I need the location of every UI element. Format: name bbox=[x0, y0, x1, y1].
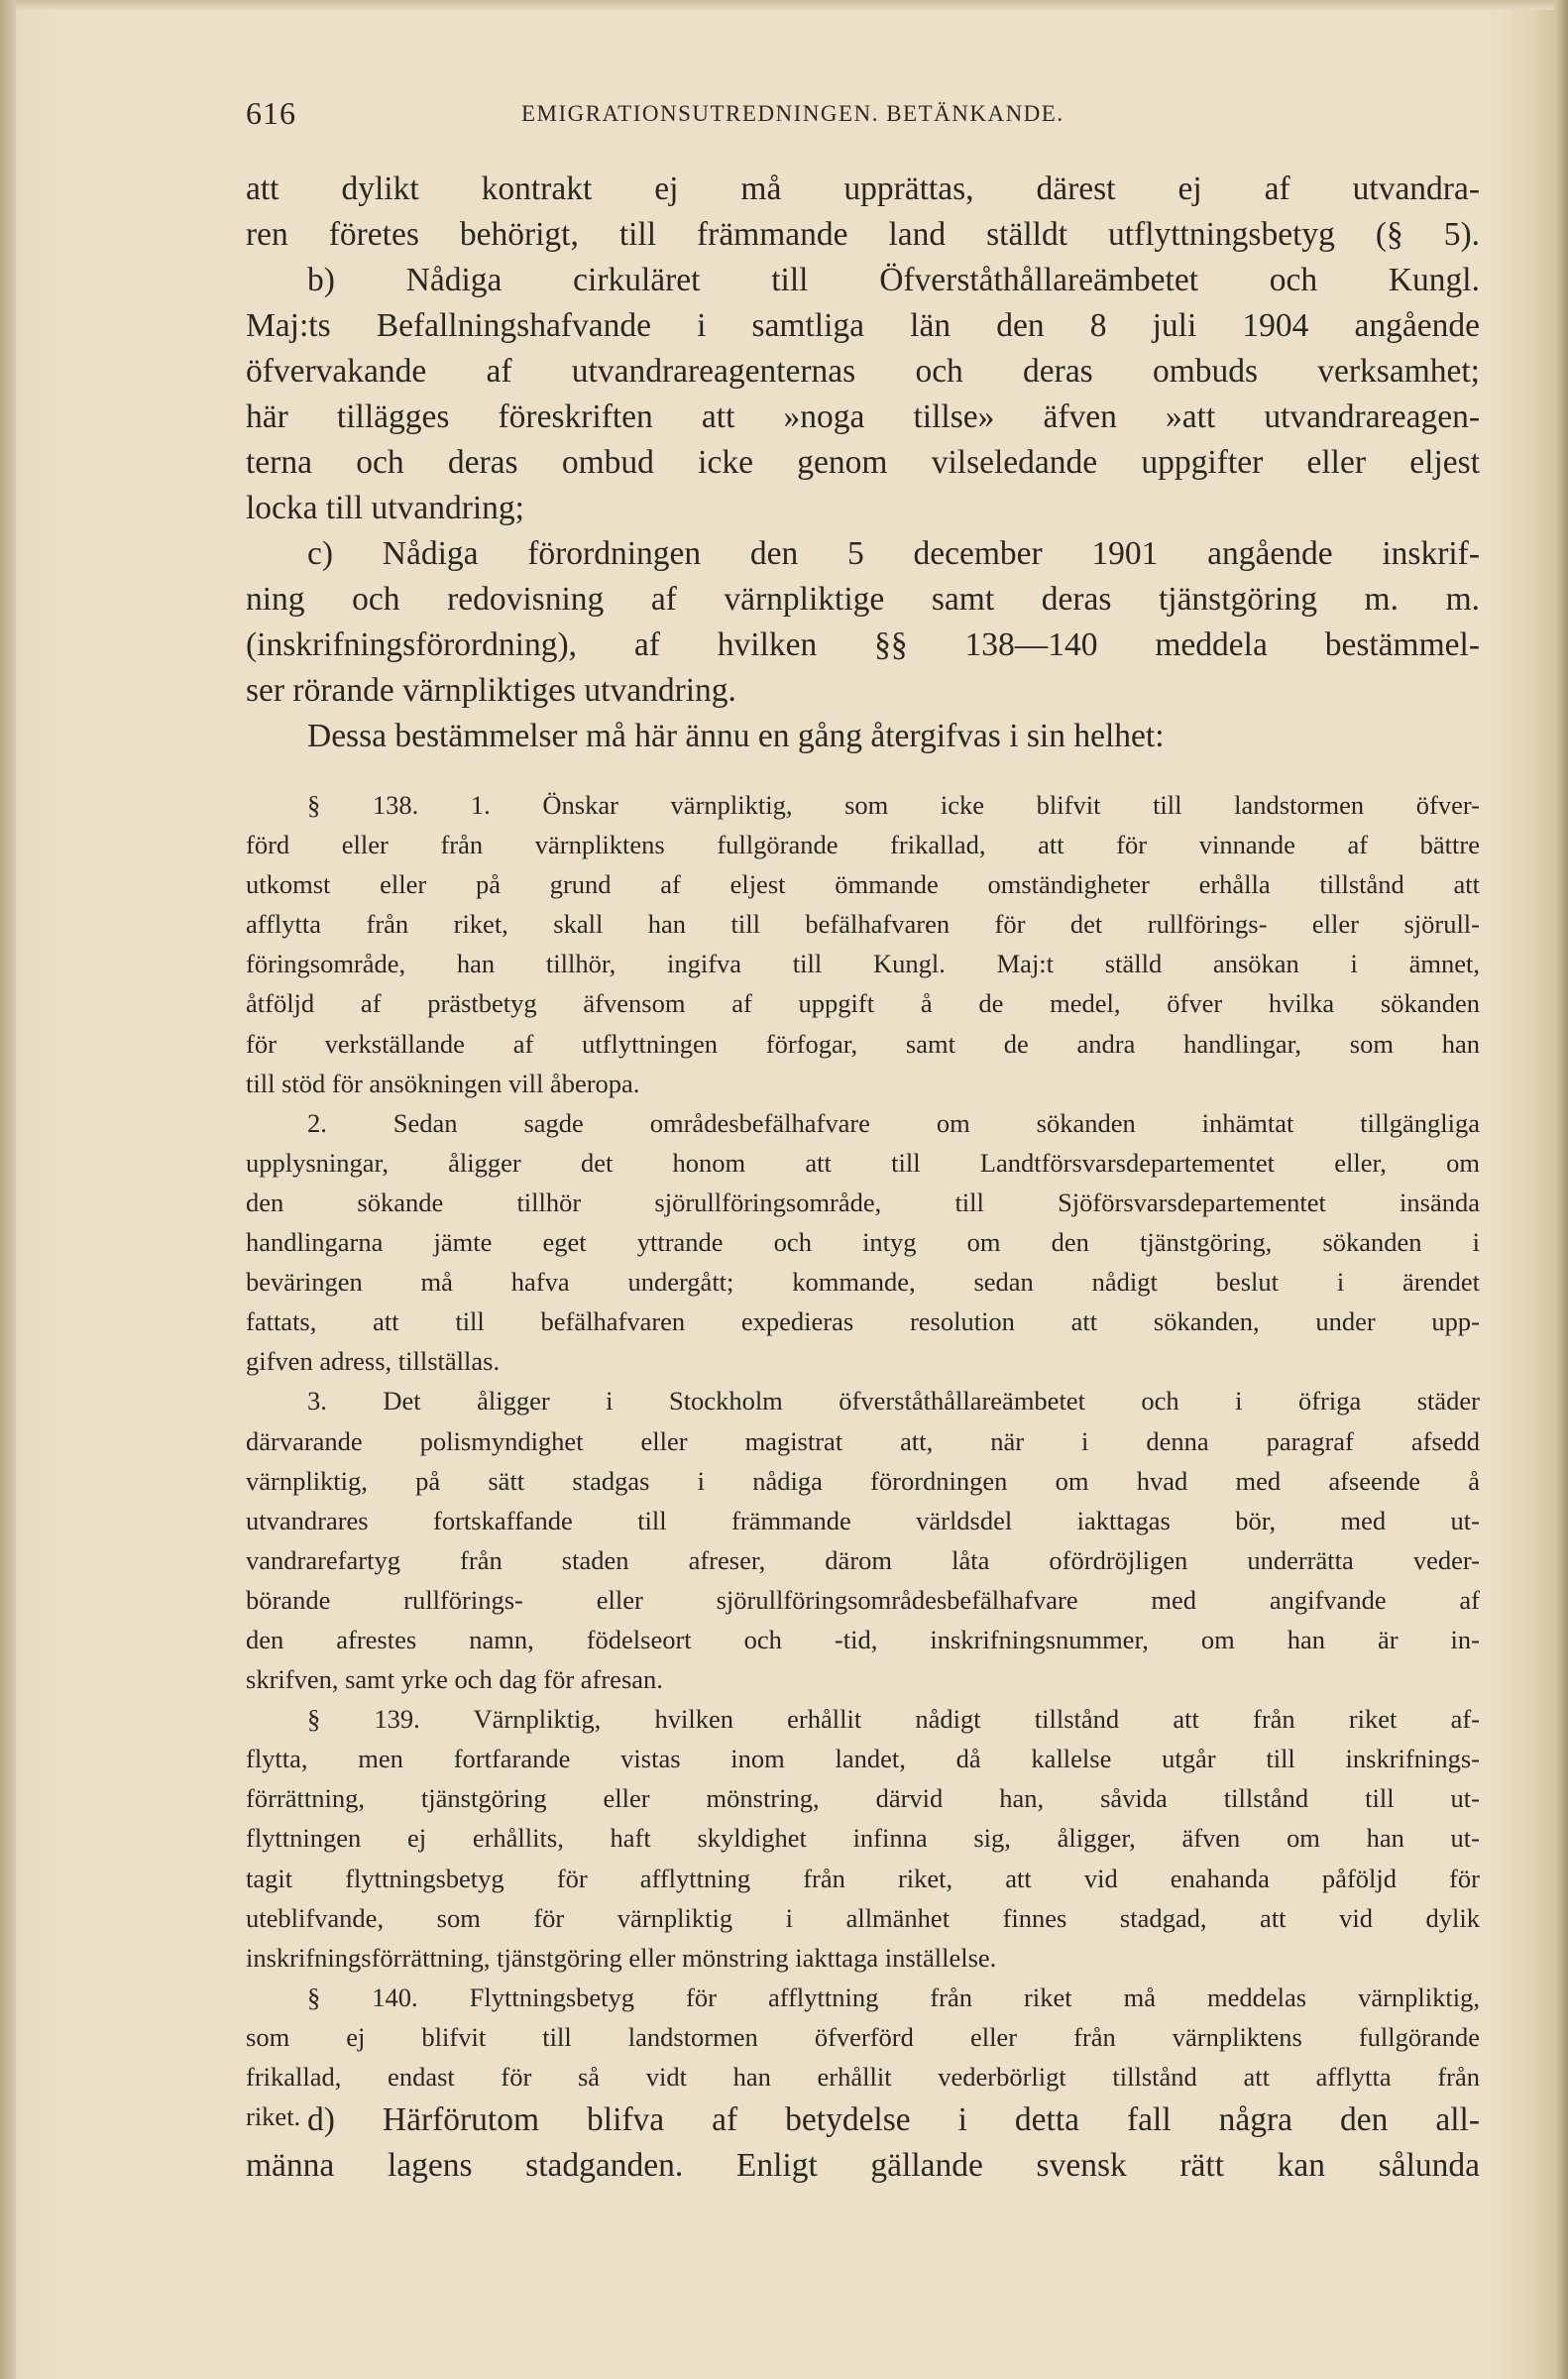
statute-line: föringsområde, han tillhör, ingifva till Kungl. Maj:t ställd ansökan i ämnet, bbox=[246, 949, 1480, 979]
statute-line: § 138. 1. Önskar värnpliktig, som icke blifvit till landstormen öfver- bbox=[307, 790, 1480, 820]
statute-line: åtföljd af prästbetyg äfvensom af uppgift å de medel, öfver hvilka sökanden bbox=[246, 988, 1480, 1019]
statute-line: § 139. Värnpliktig, hvilken erhållit nådigt tillstånd att från riket af- bbox=[307, 1704, 1480, 1735]
statute-line: afflytta från riket, skall han till befälhafvaren för det rullförings- eller sjörull- bbox=[246, 909, 1480, 940]
closing-paragraph bbox=[246, 2097, 1480, 2189]
text-line: (inskrifningsförordning), af hvilken §§ 138—140 meddela bestämmel- bbox=[246, 626, 1480, 663]
statute-line: flyttningen ej erhållits, haft skyldighet infinna sig, åligger, äfven om han ut- bbox=[246, 1823, 1480, 1854]
statute-line: till stöd för ansökningen vill åberopa. bbox=[246, 1068, 640, 1098]
text-line: c) Nådiga förordningen den 5 december 1901 angående inskrif- bbox=[307, 535, 1480, 572]
statute-line: frikallad, endast för så vidt han erhållit vederbörligt tillstånd att afflytta från bbox=[246, 2062, 1480, 2092]
statute-line: upplysningar, åligger det honom att till Landtförsvarsdepartementet eller, om bbox=[246, 1147, 1480, 1178]
statute-line: riket. bbox=[246, 2101, 301, 2132]
statute-line: utkomst eller på grund af eljest ömmande omständigheter erhålla tillstånd att bbox=[246, 869, 1480, 900]
statute-line: 3. Det åligger i Stockholm öfverståthållareämbetet och i öfriga städer bbox=[307, 1386, 1480, 1416]
statute-line: gifven adress, tillställas. bbox=[246, 1346, 501, 1377]
statute-line: värnpliktig, på sätt stadgas i nådiga förordningen om hvad med afseende å bbox=[246, 1465, 1480, 1496]
text-line: Dessa bestämmelser må här ännu en gång återgifvas i sin helhet: bbox=[307, 718, 1165, 754]
statute-line: den afrestes namn, födelseort och -tid, inskrifningsnummer, om han är in- bbox=[246, 1624, 1480, 1654]
statute-line: förd eller från värnpliktens fullgörande frikallad, att för vinnande af bättre bbox=[246, 830, 1480, 860]
statute-line: utvandrares fortskaffande till främmande världsdel iakttagas bör, med ut- bbox=[246, 1505, 1480, 1535]
text-line: ning och redovisning af värnpliktige samt deras tjänstgöring m. m. bbox=[246, 581, 1480, 618]
page-top-edge bbox=[0, 0, 1568, 10]
text-line: ser rörande värnpliktiges utvandring. bbox=[246, 672, 736, 709]
statute-line: därvarande polismyndighet eller magistrat att, när i denna paragraf afsedd bbox=[246, 1425, 1480, 1456]
statute-line: § 140. Flyttningsbetyg för afflyttning från riket må meddelas värnpliktig, bbox=[307, 1982, 1480, 2012]
text-line: ren företes behörigt, till främmande land ställdt utflyttningsbetyg (§ 5). bbox=[246, 216, 1480, 253]
text-line: d) Härförutom blifva af betydelse i detta fall några den all- bbox=[307, 2101, 1480, 2138]
statute-line: fattats, att till befälhafvaren expedieras resolution att sökanden, under upp- bbox=[246, 1306, 1480, 1337]
text-line: Maj:ts Befallningshafvande i samtliga län den 8 juli 1904 angående bbox=[246, 307, 1480, 344]
quoted-statute bbox=[246, 785, 1480, 2136]
text-line: öfvervakande af utvandrareagenternas och deras ombuds verksamhet; bbox=[246, 353, 1480, 390]
statute-line: inskrifningsförrättning, tjänstgöring eller mönstring iakttaga inställelse. bbox=[246, 1942, 997, 1973]
statute-line: för verkställande af utflyttningen förfogar, samt de andra handlingar, som han bbox=[246, 1028, 1480, 1059]
page-number: 616 bbox=[246, 95, 296, 131]
text-line: männa lagens stadganden. Enligt gällande svensk rätt kan sålunda bbox=[246, 2147, 1480, 2184]
statute-line: beväringen må hafva undergått; kommande, sedan nådigt beslut i ärendet bbox=[246, 1267, 1480, 1298]
statute-line: handlingarna jämte eget yttrande och intyg om den tjänstgöring, sökanden i bbox=[246, 1227, 1480, 1258]
running-head bbox=[246, 95, 1475, 135]
statute-line: tagit flyttningsbetyg för afflyttning från riket, att vid enahanda påföljd för bbox=[246, 1863, 1480, 1893]
statute-line: som ej blifvit till landstormen öfverförd eller från värnpliktens fullgörande bbox=[246, 2021, 1480, 2052]
running-title: EMIGRATIONSUTREDNINGEN. BETÄNKANDE. bbox=[521, 101, 1064, 126]
binding-edge-left bbox=[0, 0, 16, 2379]
page-edge-right bbox=[1554, 0, 1568, 2379]
text-line: att dylikt kontrakt ej må upprättas, därest ej af utvandra- bbox=[246, 170, 1480, 207]
statute-line: flytta, men fortfarande vistas inom landet, då kallelse utgår till inskrifnings- bbox=[246, 1744, 1480, 1774]
text-line: terna och deras ombud icke genom vilseledande uppgifter eller eljest bbox=[246, 444, 1480, 481]
statute-line: 2. Sedan sagde områdesbefälhafvare om sökanden inhämtat tillgängliga bbox=[307, 1107, 1480, 1138]
statute-line: den sökande tillhör sjörullföringsområde, till Sjöförsvarsdepartementet insända bbox=[246, 1187, 1480, 1217]
statute-line: förrättning, tjänstgöring eller mönstring, därvid han, såvida tillstånd till ut- bbox=[246, 1783, 1480, 1814]
intro-paragraphs bbox=[246, 167, 1480, 759]
statute-line: vandrarefartyg från staden afreser, därom låta ofördröjligen underrätta veder- bbox=[246, 1544, 1480, 1575]
statute-line: börande rullförings- eller sjörullföringsområdesbefälhafvare med angifvande af bbox=[246, 1584, 1480, 1615]
text-line: här tillägges föreskriften att »noga tillse» äfven »att utvandrareagen- bbox=[246, 398, 1480, 435]
text-line: b) Nådiga cirkuläret till Öfverståthållareämbetet och Kungl. bbox=[307, 262, 1480, 298]
text-line: locka till utvandring; bbox=[246, 490, 524, 526]
statute-line: skrifven, samt yrke och dag för afresan. bbox=[246, 1664, 663, 1695]
statute-line: uteblifvande, som för värnpliktig i allmänhet finnes stadgad, att vid dylik bbox=[246, 1902, 1480, 1933]
